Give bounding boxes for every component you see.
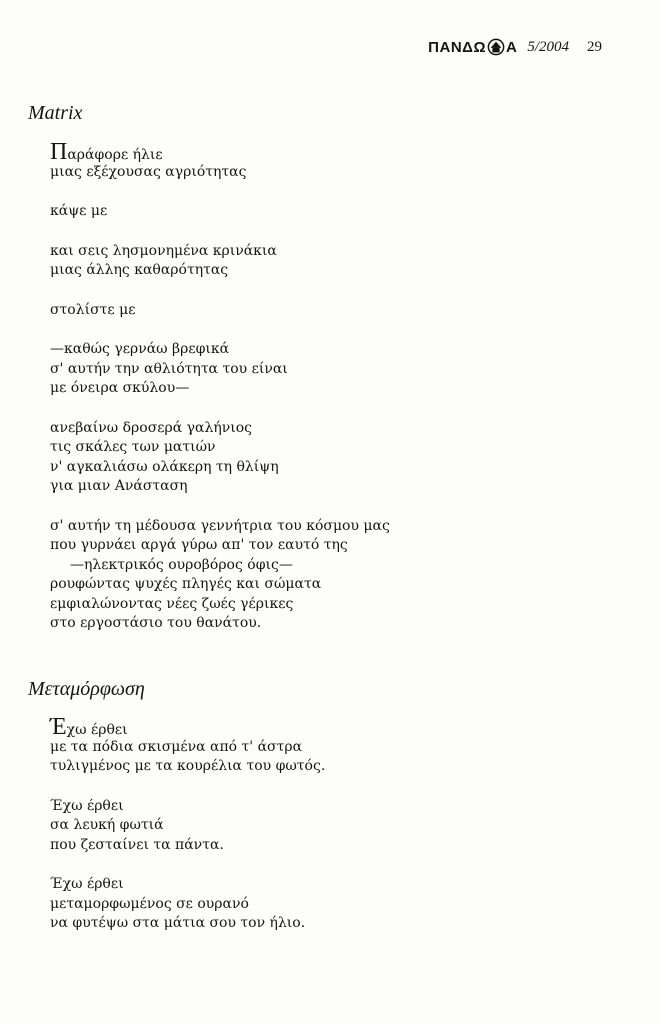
- issue-number: 5/2004: [527, 38, 569, 55]
- drop-initial: Έ: [50, 714, 67, 740]
- verse-line: μιας εξέχουσας αγριότητας: [50, 163, 247, 180]
- verse-line: με τα πόδια σκισμένα από τ' άστρα: [50, 738, 303, 755]
- verse-line-rest: αράφορε ήλιε: [67, 147, 163, 163]
- poem-body: [50, 714, 326, 934]
- poem-title: Matrix: [28, 102, 83, 124]
- verse-line-rest: χω έρθει: [66, 722, 128, 738]
- verse-line: μεταμορφωμένος σε ουρανό: [50, 895, 249, 912]
- verse-line: να φυτέψω στα μάτια σου τον ήλιο.: [50, 915, 306, 931]
- verse-line: ανεβαίνω δροσερά γαλήνιος: [50, 419, 253, 436]
- verse-line: και σεις λησμονημένα κρινάκια: [50, 242, 277, 259]
- verse-line: τις σκάλες των ματιών: [50, 439, 216, 455]
- brand-text-left: ΠΑΝΔΩ: [428, 38, 486, 56]
- verse-line: στο εργοστάσιο του θανάτου.: [50, 615, 262, 631]
- magazine-logo: [428, 38, 517, 56]
- verse-line: κάψε με: [50, 203, 108, 219]
- page-number: 29: [587, 38, 602, 55]
- verse-line: εμφιαλώνοντας νέες ζωές γέρικες: [50, 595, 294, 612]
- verse-line: που ζεσταίνει τα πάντα.: [50, 836, 224, 853]
- drop-initial: Π: [50, 139, 68, 165]
- verse-line: Έχω έρθει: [50, 797, 124, 814]
- verse-line: [50, 139, 390, 165]
- verse-line: —καθώς γερνάω βρεφικά: [50, 341, 230, 357]
- verse-line: ν' αγκαλιάσω ολάκερη τη θλίψη: [50, 458, 279, 475]
- poem-title: Μεταμόρφωση: [28, 678, 145, 700]
- verse-line: ρουφώντας ψυχές πληγές και σώματα: [50, 576, 322, 592]
- verse-line: [50, 714, 325, 740]
- poem-body: [50, 139, 390, 634]
- verse-line: με όνειρα σκύλου—: [50, 380, 190, 396]
- verse-line: για μιαν Ανάσταση: [50, 478, 188, 494]
- verse-line: σ' αυτήν τη μέδουσα γεννήτρια του κόσμου μας: [50, 517, 390, 534]
- brand-text-right: Α: [505, 38, 518, 56]
- verse-line: που γυρνάει αργά γύρω απ' τον εαυτό της: [50, 537, 348, 553]
- running-header: [428, 38, 602, 56]
- verse-line: στολίστε με: [50, 301, 136, 318]
- verse-line: σα λευκή φωτιά: [50, 817, 164, 833]
- verse-line: μιας άλλης καθαρότητας: [50, 262, 229, 278]
- verse-line: τυλιγμένος με τα κουρέλια του φωτός.: [50, 758, 326, 774]
- verse-line: Έχω έρθει: [50, 876, 124, 892]
- verse-line: —ηλεκτρικός ουροβόρος όφις—: [70, 556, 293, 573]
- verse-line: σ' αυτήν την αθλιότητα του είναι: [50, 360, 288, 377]
- magazine-emblem-icon: [487, 38, 505, 56]
